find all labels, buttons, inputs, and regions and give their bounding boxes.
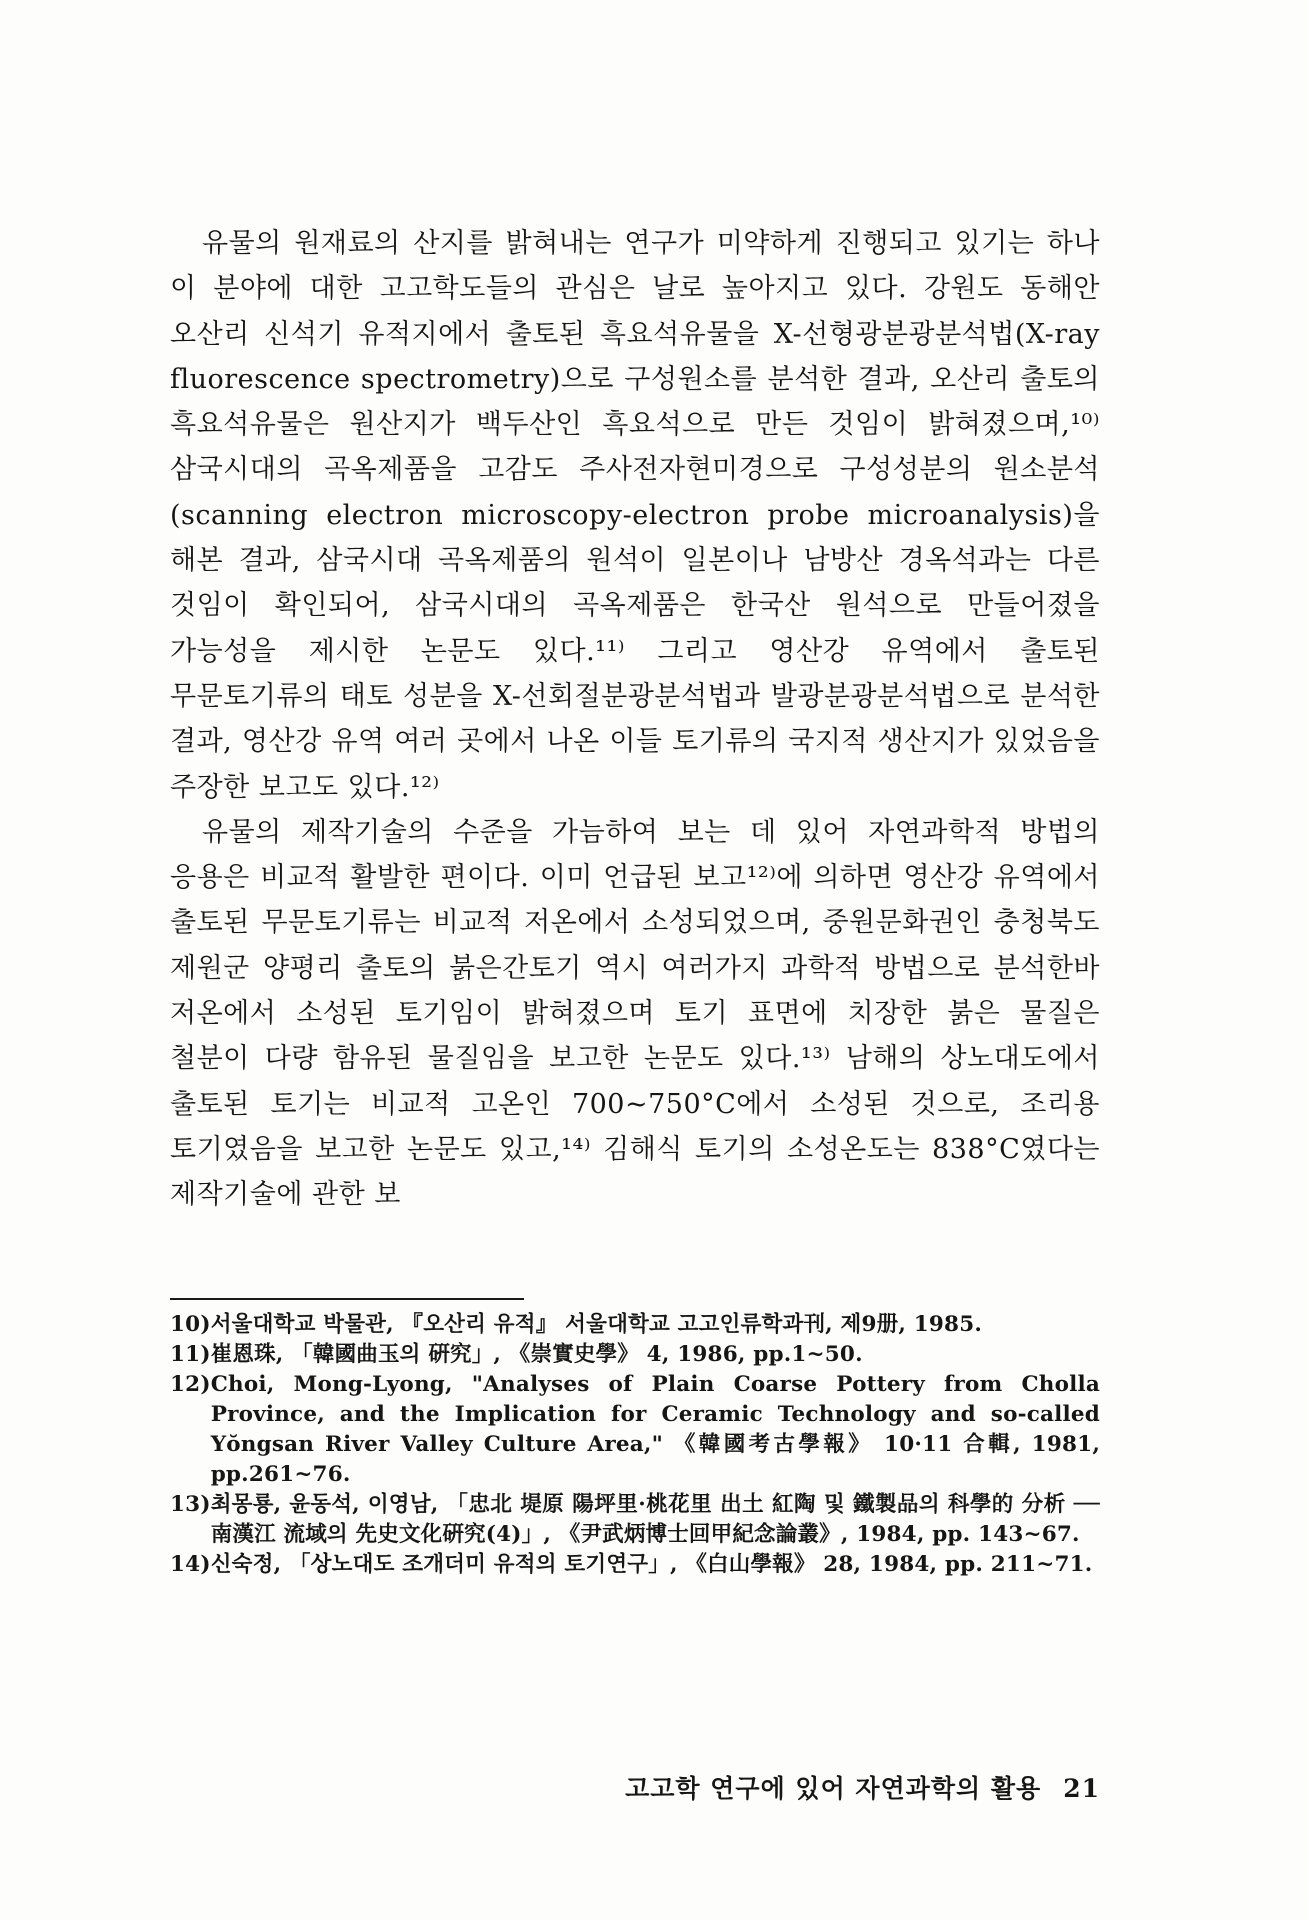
footnote-text: Choi, Mong-Lyong, "Analyses of Plain Coarse Pottery from Cholla Province, and the Implication for Ceramic Technology and so-called Yŏngsan River Valley Culture Area," 《韓國考古學報》 10·11 合輯, 1981, pp.261~76. xyxy=(210,1372,1100,1487)
footnote-number: 10) xyxy=(170,1312,211,1337)
footnote-text: 최몽룡, 윤동석, 이영남, 「忠北 堤原 陽坪里·桃花里 出土 紅陶 및 鐵製品의 科學的 分析 ── 南漢江 流域의 先史文化硏究(4)」, 《尹武炳博士回甲紀念論叢》, 1984, pp. 143~67. xyxy=(210,1492,1100,1547)
body-paragraph-1: 유물의 원재료의 산지를 밝혀내는 연구가 미약하게 진행되고 있기는 하나 이 분야에 대한 고고학도들의 관심은 날로 높아지고 있다. 강원도 동해안 오산리 신석기 유적지에서 출토된 흑요석유물을 X-선형광분광분석법(X-ray fluorescence spectrometry)으로 구성원소를 분석한 결과, 오산리 출토의 흑요석유물은 원산지가 백두산인 흑요석으로 만든 것임이 밝혀졌으며,¹⁰⁾ 삼국시대의 곡옥제품을 고감도 주사전자현미경으로 구성성분의 원소분석(scanning electron microscopy-electron probe microanalysis)을 해본 결과, 삼국시대 곡옥제품의 원석이 일본이나 남방산 경옥석과는 다른 것임이 확인되어, 삼국시대의 곡옥제품은 한국산 원석으로 만들어졌을 가능성을 제시한 논문도 있다.¹¹⁾ 그리고 영산강 유역에서 출토된 무문토기류의 태토 성분을 X-선회절분광분석법과 발광분광분석법으로 분석한 결과, 영산강 유역 여러 곳에서 나온 이들 토기류의 국지적 생산지가 있었음을 주장한 보고도 있다.¹²⁾ xyxy=(170,228,1100,803)
body-text xyxy=(170,221,1100,1218)
running-footer xyxy=(600,1769,1100,1805)
footnote-number: 14) xyxy=(170,1552,211,1577)
footnote-text: 서울대학교 박물관, 『오산리 유적』 서울대학교 고고인류학과刊, 제9册, 1985. xyxy=(210,1312,983,1337)
footnote-13 xyxy=(170,1490,1100,1550)
running-title: 고고학 연구에 있어 자연과학의 활용 xyxy=(625,1774,1042,1803)
footnote-divider xyxy=(170,1298,524,1300)
footnote-number: 13) xyxy=(170,1492,211,1517)
footnote-text: 신숙정, 「상노대도 조개더미 유적의 토기연구」, 《白山學報》 28, 1984, pp. 211~71. xyxy=(210,1552,1093,1577)
footnote-number: 12) xyxy=(170,1372,211,1397)
footnotes xyxy=(170,1310,1100,1580)
footnote-14 xyxy=(170,1550,1100,1580)
footnote-11 xyxy=(170,1340,1100,1370)
footnote-10 xyxy=(170,1310,1100,1340)
footnote-number: 11) xyxy=(170,1342,211,1367)
footnote-text: 崔恩珠, 「韓國曲玉의 硏究」, 《崇實史學》 4, 1986, pp.1~50. xyxy=(210,1342,863,1367)
body-paragraph-2: 유물의 제작기술의 수준을 가늠하여 보는 데 있어 자연과학적 방법의 응용은 비교적 활발한 편이다. 이미 언급된 보고¹²⁾에 의하면 영산강 유역에서 출토된 무문토기류는 비교적 저온에서 소성되었으며, 중원문화권인 충청북도 제원군 양평리 출토의 붉은간토기 역시 여러가지 과학적 방법으로 분석한바 저온에서 소성된 토기임이 밝혀졌으며 토기 표면에 치장한 붉은 물질은 철분이 다량 함유된 물질임을 보고한 논문도 있다.¹³⁾ 남해의 상노대도에서 출토된 토기는 비교적 고온인 700~750°C에서 소성된 것으로, 조리용 토기였음을 보고한 논문도 있고,¹⁴⁾ 김해식 토기의 소성온도는 838°C였다는 제작기술에 관한 보 xyxy=(170,816,1100,1211)
footnote-12 xyxy=(170,1370,1100,1490)
page-number: 21 xyxy=(1063,1774,1100,1803)
